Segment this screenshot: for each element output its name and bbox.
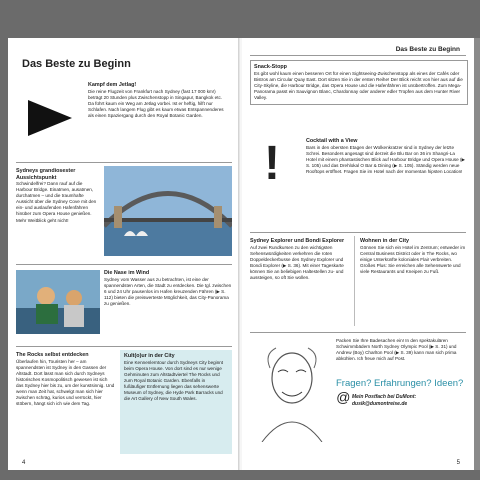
bondi-title: Sydney Explorer und Bondi Explorer [250,238,345,244]
edge-strip [474,38,480,470]
mail-label: Mein Postfach bei DuMont: [352,394,417,400]
fragen-title: Fragen? Erfahrungen? Ideen? [336,378,464,389]
mail-address[interactable]: dusik@dumontreise.de [352,401,408,407]
page-heading: Das Beste zu Beginn [22,58,131,70]
wohnen-box [360,238,466,275]
cocktail-box [306,138,466,175]
snack-body: Es gibt wohl kaum einen besseren Ort für einen Sightseeing-Zwischenstopp als eines der Cafés oder Bistros am Circular Quay East. Dort sitzen Sie in der ersten Reihe! Der Blick reicht von hier aus auf die City-Skyline, die Harbour Bridge, das Opera House und die Hafenfähren ist unübertroffen. Zum Mega-Panorama passt ein Sauvignon Blanc, Chardonnay oder anderer edler Tropfen aus dem Hunter River Valley. [254,70,463,100]
snack-box [250,60,468,105]
divider [250,232,466,233]
snack-title: Snack-Stopp [254,64,287,70]
at-icon: @ [336,389,351,405]
packen-text: Packen Sie Ihre Badesachen ein! In den spektakulären Schwimmbädern North Sydney Olympic Pool (▶ S. 31) und Andrew (Boy) Charlton Pool (▶ S. 39) kann man sich prima abkühlen. Ich freue mich auf Post. [336,338,457,362]
page-heading: Das Beste zu Beginn [395,46,460,53]
wohnen-body: Gönnen Sie sich ein Hotel im Zentrum; entweder im Central Business District oder in The Rocks, wo einige Unterkünfte koloniales Flair verbreiten. Großes Plus: Sie erreichen alle Sehenswerte und viele Restaurants und Kneipen zu Fuß. [360,244,466,274]
page-number: 5 [456,460,460,466]
arrow-icon [22,88,82,148]
divider [16,162,232,163]
bridge-title: Sydneys grandiosester Aussichtspunkt [16,168,76,181]
wohnen-title: Wohnen in der City [360,238,410,244]
kult-box [120,350,232,454]
right-page [242,38,474,470]
exclamation-icon: ! [264,137,280,190]
jetlag-title: Kampf dem Jetlag! [88,82,137,88]
left-page [8,38,240,470]
jetlag-box [88,82,228,119]
author-portrait [252,338,332,442]
divider [16,346,232,347]
bridge-body: Schwindelfrei? Dann rauf auf die Harbour Bridge. Einatmen, ausatmen, durchatmen – und die traumhafte Aussicht über die Sydney Cove mit den ein- und auslaufenden Hafenfähren hinüber zum Opera House genießen. Mehr Weitblick geht nicht! [16,181,97,223]
rocks-text [16,352,116,407]
divider [250,55,466,56]
kult-body: Eine Kennenlerntour durch Sydneys City beginnt beim Opera House. Von dort sind es nur wenige Gehminuten zum Altstadtviertel The Rocks und zum Royal Botanic Garden. Ebenfalls in fußläufiger Entfernung liegen das sehenswerte Museum of Sydney, die Hyde Park Barracks und die Art Gallery of New South Wales. [124,359,224,402]
divider [16,264,232,265]
bondi-body: Auf zwei Rundkursen zu den wichtigsten Sehenswürdigkeiten verkehren die roten Doppeldeckerbusse des Sydney Explorer und Bondi Explorer (▶ S. 36). Mit einer Tageskarte können Sie an beliebigen Haltestellen zu- und aussteigen, so oft Sie wollen. [250,244,344,280]
rocks-body: Überlaufen hin, Touristen her – am spannendsten ist Sydney in den Gassen der Altstadt. Dort lässt man sich durch Sydneys historisches Kosmopolitisch gewesen ist sich das Sydney hier bis zu, um der kunstsinnig. Und wenn man Zeit hat, schwelgt man sich hier zwischen schräg, kurios und verrückt, hier stöbern, hängt sich ich wie dem Tag. [16,358,115,407]
bondi-box [250,238,350,281]
divider [250,332,466,333]
column-separator [354,236,355,326]
cocktail-title: Cocktail with a View [306,138,358,144]
ferry-photo [16,270,100,334]
contact-block [336,389,466,408]
bridge-text [16,168,100,224]
jetlag-body: Die reine Flugzeit von Frankfurt nach Sydney (fast 17 000 km!) beträgt 20 Stunden plus Zwischenstopp in Singapur, Bangkok etc. Da führt kaum ein Weg am Jetlag vorbei. Ist er heftig, hilft nur Schlafen. Nach langem Flug gibt es kaum etwas Entspannenderes als einen Spaziergang durch den Royal Botanic Garden. [88,88,224,118]
rocks-title: The Rocks selbst entdecken [16,352,89,358]
kult-title: Kult(o)ur in der City [124,353,175,359]
page-number: 4 [22,460,26,466]
wind-body: Sydney vom Wasser aus zu betrachten, ist eine der spannendsten Arten, die Stadt zu entdecken. Die tgl. zwischen 6 und 24 Uhr pausenlos im Hafen kreuzenden Fähren (▶ S. 112) bieten die preiswerteste Möglichkeit, das City-Panorama zu genießen. [104,276,232,306]
wind-title: Die Nase im Wind [104,270,150,276]
cocktail-body: Bars in den obersten Etagen der Wolkenkratzer sind in Sydney der letzte Schrei. Besonders angesagt sind derzeit die Blu Bar on 36 im Shangri-La Hotel mit einem phantastischen Blick auf Harbour Bridge und Opera House (▶ S. 105) und das Drehlokal O Bar & Dining (▶ S. 105). Ständig werden neue Rooftops eröffnet. Fragen Sie im Hotel nach der momentan hipsten Location! [306,144,466,174]
harbour-bridge-photo [104,166,232,256]
wind-text [104,270,232,307]
